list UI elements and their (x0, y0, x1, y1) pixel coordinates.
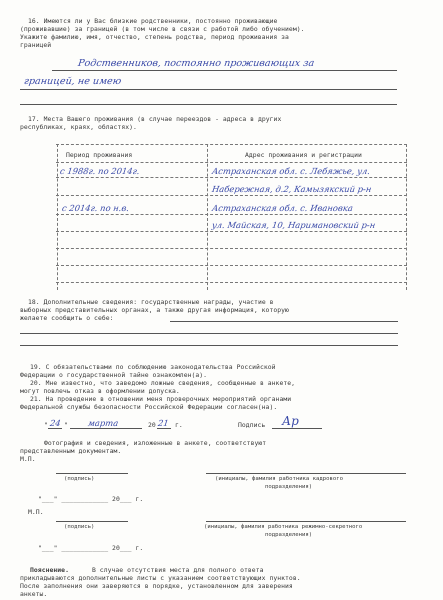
q16-line2: (проживавшие) за границей (в том числе в связи с работой либо обучением). (20, 25, 305, 33)
note-line3: После заполнения они заверяются в порядке, установленном для заверения (20, 582, 293, 590)
date-year-underline (157, 428, 171, 429)
hr-sign-caption: (подпись) (64, 476, 95, 482)
sec-date-line: "___" ____________ 20___ г. (38, 544, 144, 552)
table-mid-border (207, 144, 208, 290)
q21-line1: 21. На проведение в отношении меня проверочных мероприятий органами (30, 395, 292, 403)
date-year-prefix: 20 (148, 421, 156, 429)
q18-underline-3 (20, 345, 398, 346)
sec-name-caption-2: подразделения) (265, 532, 313, 538)
table-top-border (56, 144, 407, 145)
note-line2: прикладываются дополнительные листы с указанием соответствующих пунктов. (20, 574, 301, 582)
q18-line1: 18. Дополнительные сведения: государственные награды, участие в (28, 298, 274, 306)
q17-line2: республиках, краях, областях). (20, 123, 137, 131)
sec-name-caption-1: (инициалы, фамилия работника режимно-секретного (204, 524, 363, 530)
table-left-border (57, 144, 58, 290)
date-year-suffix: 21 (157, 418, 170, 428)
sec-sign-line (56, 521, 128, 522)
photo-line1: Фотография и сведения, изложенные в анкете, соответствуют (44, 439, 267, 447)
date-year-label: г. (175, 421, 183, 429)
date-day: 24 (49, 418, 62, 428)
row2-address-1: Астраханская обл. с. Ивановка (211, 203, 354, 213)
table-right-border (406, 144, 407, 290)
hr-name-line (206, 473, 406, 474)
q16-answer-line1: Родственников, постоянно проживающих за (77, 58, 315, 69)
sec-sign-caption: (подпись) (64, 524, 95, 530)
q16-answer-line2: границей, не имею (23, 76, 122, 87)
q18-line3: желаете сообщить о себе: (20, 314, 114, 322)
note-label: Пояснение. (30, 566, 69, 574)
table-header-sep (56, 162, 407, 163)
q16-line3: Укажите фамилию, имя, отчество, степень родства, период проживания за (20, 33, 289, 41)
q16-line1: 16. Имеются ли у Вас близкие родственники, постоянно проживающие (28, 17, 278, 25)
sec-mp: М.П. (28, 508, 44, 516)
sec-name-line (206, 521, 406, 522)
table-row-sep-4 (56, 231, 407, 232)
date-open-quote: " (44, 421, 48, 429)
table-row-sep-7 (56, 282, 407, 283)
date-day-underline (48, 428, 62, 429)
hr-name-caption-1: (инициалы, фамилия работника кадрового (215, 476, 343, 482)
sign-label: Подпись (238, 421, 266, 429)
note-line4: анкеты. (20, 590, 48, 598)
date-month-underline (70, 428, 142, 429)
photo-line2: представленным документам. (20, 447, 122, 455)
hr-name-caption-2: подразделения) (265, 484, 313, 490)
row1-address-2: Набережная, д.2, Камызякский р-н (211, 184, 373, 194)
table-header-address: Адрес проживания и регистрации (245, 151, 362, 159)
q17-line1: 17. Места Вашего проживания (в случае переездов - адреса в других (28, 115, 282, 123)
q16-underline-1 (52, 70, 397, 71)
q18-line2: выборных представительных органах, а также другая информация, которую (20, 306, 289, 314)
q16-underline-3 (20, 104, 397, 105)
q18-underline-2 (20, 333, 398, 334)
q18-underline-1 (170, 321, 398, 322)
hr-sign-line (56, 473, 128, 474)
q21-line2: Федеральной службы безопасности Российской Федерации согласен(на). (20, 403, 278, 411)
date-close-quote: " (64, 421, 68, 429)
q19-line1: 19. С обязательствами по соблюдению законодательства Российской (30, 363, 276, 371)
q19-line2: Федерации о государственной тайне ознакомлен(а). (20, 371, 208, 379)
table-row-sep-2 (56, 195, 407, 196)
q20-line2: могут повлечь отказ в оформлении допуска. (20, 387, 180, 395)
table-row-sep-3 (56, 214, 407, 215)
q16-underline-2 (20, 89, 397, 90)
table-row-sep-6 (56, 265, 407, 266)
photo-mp: М.П. (20, 455, 36, 463)
signature: Ар (282, 414, 299, 428)
hr-date-line: "___" ____________ 20___ г. (38, 495, 144, 503)
q16-line4: границей (20, 41, 52, 49)
table-row-sep-1 (56, 177, 407, 178)
row1-address-1: Астраханская обл. с. Лебяжье, ул. (211, 166, 371, 176)
q20-line1: 20. Мне известно, что заведомо ложные сведения, сообщенные в анкете, (30, 379, 296, 387)
table-header-period: Период проживания (66, 151, 133, 159)
note-line1: В случае отсутствия места для полного ответа (92, 566, 264, 574)
signature-underline (272, 428, 322, 429)
row2-address-2: ул. Майская, 10, Наримановский р-н (211, 220, 376, 230)
row1-period: с 1988г. по 2014г. (59, 166, 141, 176)
row2-period: с 2014г. по н.в. (61, 203, 130, 213)
date-month: марта (87, 418, 119, 428)
table-row-sep-5 (56, 248, 407, 249)
